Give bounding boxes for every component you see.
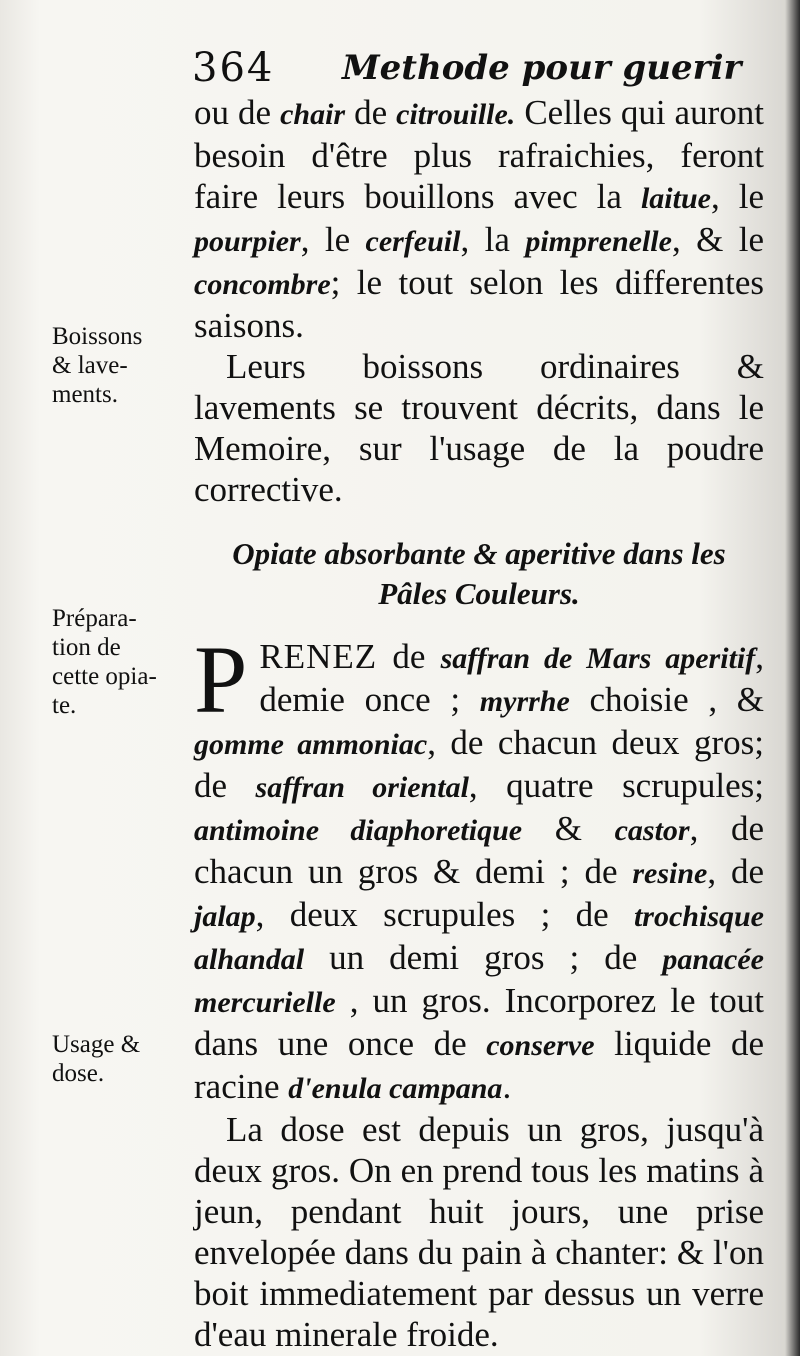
italic-term: concombre bbox=[194, 268, 331, 301]
margin-note-usage bbox=[52, 1030, 190, 1088]
text-run: , quatre scrupules; bbox=[468, 766, 764, 805]
lead-word: RENEZ bbox=[259, 637, 378, 676]
margin-note-line: Boissons bbox=[52, 323, 143, 350]
italic-term: antimoine diaphoretique bbox=[194, 814, 523, 847]
drop-cap: P bbox=[194, 626, 248, 733]
page-header bbox=[192, 40, 752, 96]
italic-term: conserve bbox=[486, 1029, 595, 1062]
margin-note-line: cette opia- bbox=[52, 663, 157, 690]
italic-term: saffran oriental bbox=[255, 771, 469, 804]
text-run: ou de bbox=[194, 93, 281, 132]
italic-term: panacée mercurielle bbox=[194, 943, 764, 1019]
italic-term: laitue bbox=[640, 182, 711, 215]
paragraph-boissons: Leurs boissons ordinaires & lavements se trouvent décrits, dans le Memoire, sur l'usage de la poudre corrective. bbox=[194, 347, 764, 509]
main-text bbox=[194, 92, 764, 1355]
italic-term: d'enula campana bbox=[288, 1072, 503, 1105]
margin-note-line: ments. bbox=[52, 381, 118, 408]
heading-line-2: Pâles Couleurs. bbox=[378, 576, 580, 611]
italic-term: pimprenelle bbox=[525, 225, 672, 258]
text-run: choisie , & bbox=[569, 680, 764, 719]
margin-note-preparation bbox=[52, 604, 190, 720]
running-title: Methode pour guerir bbox=[342, 48, 742, 88]
page-number: 364 bbox=[192, 45, 275, 91]
italic-term: trochisque alhandal bbox=[194, 900, 764, 976]
margin-note-line: & lave- bbox=[52, 352, 128, 379]
text-run: , de chacun deux gros; de bbox=[194, 723, 764, 805]
paragraph-usage: La dose est depuis un gros, jusqu'à deux gros. On en prend tous les matins à jeun, pendant huit jours, une prise envelopée dans du pain à chanter: & l'on boit immediatement par dessus un verre d'eau minerale froide. bbox=[194, 1110, 764, 1354]
margin-note-line: Prépara- bbox=[52, 605, 137, 632]
italic-term: saffran de Mars aperitif bbox=[440, 642, 756, 675]
margin-note-boissons bbox=[52, 322, 190, 409]
italic-term: castor bbox=[614, 814, 690, 847]
text-run: , un gros. Incorporez le tout dans une once de bbox=[194, 981, 764, 1063]
italic-term: citrouille. bbox=[396, 98, 516, 131]
text-run: , deux scrupules ; de bbox=[255, 895, 634, 934]
italic-term: cerfeuil bbox=[365, 225, 461, 258]
margin-note-line: te. bbox=[52, 692, 77, 719]
text-run: , la bbox=[460, 220, 526, 259]
margin-note-line: Usage & bbox=[52, 1031, 141, 1058]
margin-note-line: dose. bbox=[52, 1060, 105, 1087]
text-run: . bbox=[502, 1067, 512, 1106]
text-run: ; le tout selon les differentes saisons. bbox=[194, 263, 764, 345]
italic-term: myrrhe bbox=[479, 685, 570, 718]
section-heading bbox=[194, 534, 764, 614]
text-run: de bbox=[377, 637, 441, 676]
text-run: , le bbox=[710, 177, 765, 216]
text-run: , le bbox=[300, 220, 366, 259]
italic-term: jalap bbox=[194, 900, 256, 933]
text-run: , de chacun un gros & demi ; de bbox=[194, 809, 764, 891]
italic-term: pourpier bbox=[194, 225, 301, 258]
text-run: un demi gros ; de bbox=[304, 938, 663, 977]
text-run: , & le bbox=[671, 220, 765, 259]
margin-note-line: tion de bbox=[52, 634, 121, 661]
heading-line-1: Opiate absorbante & aperitive dans les bbox=[232, 536, 726, 571]
text-run: liquide de racine bbox=[194, 1024, 764, 1106]
text-run: , de bbox=[707, 852, 764, 891]
paragraph-bouillons bbox=[194, 92, 764, 346]
text-run: Celles qui auront besoin d'être plus rafraichies, feront faire leurs bouillons avec la bbox=[194, 93, 764, 216]
italic-term: resine bbox=[632, 857, 708, 890]
text-run: & bbox=[522, 809, 615, 848]
text-run: de bbox=[345, 93, 397, 132]
italic-term: chair bbox=[280, 98, 346, 131]
italic-term: gomme ammoniac bbox=[194, 728, 428, 761]
text-run: , demie once ; bbox=[259, 637, 764, 719]
paragraph-preparation bbox=[194, 626, 764, 1109]
